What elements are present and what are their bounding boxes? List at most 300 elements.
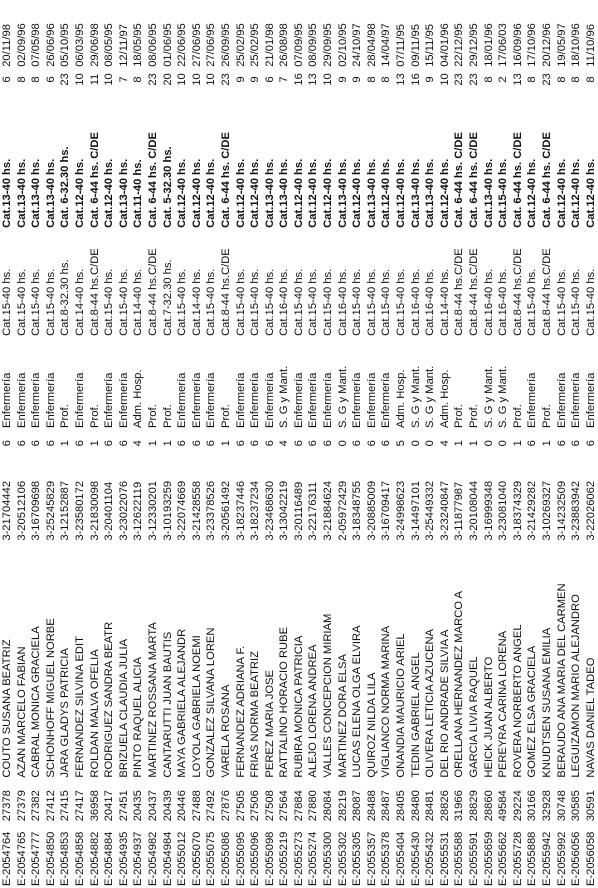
table-row [73,0,88,888]
col-sector: Prof. [88,404,101,428]
col-file: 27412 [44,790,57,822]
col-code: E-20 [351,862,364,886]
col-date: 04/01/96 [438,23,451,67]
col-sector: Enfermería [292,372,305,428]
col-code: E-20 [103,862,116,886]
table-row [190,0,205,888]
col-number: 55888 [526,831,539,863]
col-years: 8 [570,76,583,83]
col-category-old: Cat.15-40 hs. [44,268,57,336]
col-date: 27/06/95 [205,23,218,67]
col-date: 08/06/95 [146,23,159,67]
col-code: E-20 [555,862,568,886]
col-category-old: Cat.15-40 hs. [584,268,597,336]
col-file: 28860 [482,790,495,822]
col-years: 2 [497,76,510,83]
col-file: 20439 [161,790,174,822]
col-code: E-20 [30,862,43,886]
col-category-new: Cat.12-40 hs. [249,158,262,228]
col-name: OLIVERA LETICIA AZUCENA [424,629,437,778]
table-row [306,0,321,888]
col-number: 55302 [336,831,349,863]
col-category-old: Cat.15-40 hs. [570,268,583,336]
col-date: 02/10/95 [336,23,349,67]
col-date: 14/04/97 [380,23,393,67]
col-code: E-20 [322,862,335,886]
col-date: 21/01/98 [263,23,276,67]
col-file: 28219 [336,790,349,822]
col-file: 27492 [205,790,218,822]
col-id: 3-23378526 [205,480,218,541]
col-sector: Enfermería [526,372,539,428]
col-code: E-20 [540,862,553,886]
col-category-old: Cat.8-44 hs.C/DE [468,248,480,336]
col-name: ONANDIA MAURICIO ARIEL [395,633,408,778]
col-sector: Prof. [511,404,524,428]
col-id: 3-13042219 [278,480,291,541]
col-number: 54982 [146,831,159,863]
col-name: RODRIGUEZ SANDRA BEATR [103,621,116,778]
col-date: 01/06/95 [161,23,174,67]
col-code: E-20 [249,862,262,886]
col-group: 6 [351,440,364,447]
col-code: E-20 [263,862,276,886]
table-row [569,0,584,888]
col-file: 27506 [249,790,262,822]
col-name: FRIAS NORMA BEATRIZ [249,650,262,778]
col-category-new: Cat.13-40 hs. [44,158,57,228]
col-years: 10 [73,73,86,86]
col-group: 6 [190,440,203,447]
col-code: E-20 [219,862,232,886]
col-sector: Enfermería [570,372,583,428]
col-sector: S. G y Mant. [278,365,291,428]
col-date: 26/09/95 [219,23,232,67]
col-sector: Enfermería [190,372,203,428]
col-file: 31966 [453,790,466,822]
col-group: 6 [322,440,335,447]
col-id: 3-18237446 [234,480,247,541]
col-date: 07/09/95 [292,23,305,67]
col-code: E-20 [44,862,57,886]
col-years: 23 [219,73,232,86]
col-category-old: Cat.8-44 hs.C/DE [453,248,466,336]
col-group: 1 [88,440,101,447]
col-sector: Enfermería [584,372,597,428]
col-category-new: Cat.12-40 hs. [570,158,583,228]
col-code: E-20 [15,862,28,886]
col-years: 9 [336,76,349,83]
col-file: 30748 [555,790,568,822]
col-category-new: Cat.12-40 hs. [395,158,408,228]
col-years: 8 [30,76,43,83]
col-category-old: Cat.16-40 hs. [497,268,510,336]
col-file: 27488 [190,790,203,822]
col-years: 10 [103,73,116,86]
col-date: 15/11/95 [424,24,437,67]
col-code: E-20 [497,862,510,886]
col-category-new: Cat.12-40 hs. [380,158,393,228]
col-sector: Enfermería [322,372,335,428]
col-file: 27378 [1,790,13,822]
col-category-old: Cat.14-40 hs. [438,268,451,336]
col-number: 55274 [307,831,320,863]
col-group: 1 [59,440,72,447]
col-number: 55357 [365,831,378,863]
col-date: 22/06/95 [176,23,189,67]
col-number: 56058 [584,831,597,863]
col-date: 18/10/96 [570,23,583,67]
col-sector: Prof. [161,404,174,428]
col-category-new: Cat.13-40 hs. [1,158,13,228]
col-years: 23 [453,73,466,86]
col-file: 27880 [307,790,320,822]
col-sector: Prof. [540,404,553,428]
col-file: 49584 [497,790,510,822]
col-group: 6 [73,440,86,447]
table-row [146,0,161,888]
col-code: E-20 [176,862,189,886]
col-years: 8 [132,76,145,83]
col-category-new: Cat.12-40 hs. [351,158,364,228]
col-number: 55432 [424,831,437,863]
col-sector: S. G y Mant. [424,365,437,428]
col-category-old: Cat.15-40 hs. [103,268,116,336]
col-name: MARTINEZ DORA ELSA [336,654,349,778]
col-code: E-20 [511,862,524,886]
table-row [0,0,15,888]
col-name: ALEJO LORENA ANDREA [307,644,320,778]
col-name: BERAUDO ANA MARIA DEL CARMEN [555,583,568,778]
col-name: HEICK JUAN ALBERTO [482,656,495,778]
col-category-new: Cat. 6-44 hs. C/DE [540,132,553,228]
table-row [321,0,336,888]
col-file: 36958 [88,790,101,822]
col-number: 55591 [468,831,480,863]
col-code: E-20 [88,862,101,886]
col-code: E-20 [570,862,583,886]
col-name: JARA GLADYS PATRICIA [59,648,72,778]
table-row [88,0,103,888]
col-category-new: Cat. 6-44 hs. C/DE [511,132,524,228]
col-years: 8 [365,76,378,83]
col-category-old: Cat.8-32.30 hs. [59,259,72,336]
col-category-new: Cat.13-40 hs. [30,158,43,228]
col-years: 6 [44,76,57,83]
col-group: 6 [103,440,116,447]
col-number: 55075 [205,831,218,863]
col-id: 3-16999348 [482,480,495,541]
col-number: 55098 [263,831,276,863]
col-category-new: Cat.13-40 hs. [278,158,291,228]
col-date: 24/10/97 [351,23,364,67]
col-category-new: Cat.13-40 hs. [117,158,130,228]
col-code: E-20 [59,862,72,886]
col-date: 11/10/96 [584,24,597,67]
col-number: 54853 [59,831,72,863]
table-row [555,0,570,888]
col-number: 54858 [73,831,86,863]
col-number: 55531 [438,831,451,863]
col-number: 55662 [497,831,510,863]
col-number: 55300 [322,831,335,863]
col-date: 20/12/96 [540,23,553,67]
col-id: 3-18374329 [511,480,524,541]
col-group: 1 [540,440,553,447]
col-name: LEGUIZAMON MARIO ALEJANDRO [570,594,583,778]
table-row [44,0,59,888]
col-sector: Enfermería [30,372,43,428]
col-category-new: Cat.13-40 hs. [482,158,495,228]
col-group: 5 [395,440,408,447]
col-name: FERNANDEZ ADRIANA F. [234,645,247,778]
col-name: ORELLANA HERNANDEZ MARCO A [453,591,466,778]
col-category-old: Cat.8-44 hs.C/DE [511,248,524,336]
table-row [175,0,190,888]
col-sector: Enfermería [234,372,247,428]
col-date: 08/05/95 [103,23,116,67]
col-name: GOMEZ ELSA GRACIELA [526,645,539,778]
col-category-new: Cat.12-40 hs. [190,158,203,228]
col-id: 3-12330201 [146,480,159,541]
col-file: 29224 [511,790,524,822]
col-file: 27505 [234,790,247,822]
col-code: E-20 [205,862,218,886]
col-group: 6 [380,440,393,447]
col-years: 23 [59,73,72,86]
table-row [365,0,380,888]
col-number: 55430 [409,831,422,863]
col-code: E-20 [438,862,451,886]
col-code: E-20 [1,862,13,886]
col-code: E-20 [395,862,408,886]
col-code: E-20 [424,862,437,886]
col-code: E-20 [234,862,247,886]
col-file: 27379 [15,790,28,822]
col-id: 2-05972429 [336,480,349,541]
col-years: 10 [322,73,335,86]
col-years: 8 [15,76,28,83]
col-number: 55095 [234,831,247,863]
col-date: 29/06/98 [88,23,101,67]
col-name: LUCAS ELENA OLGA ELVIRA [351,625,364,778]
col-sector: Enfermería [365,372,378,428]
col-id: 3-20108044 [468,480,480,541]
col-sector: Enfermería [249,372,262,428]
col-category-new: Cat.13-40 hs. [15,158,28,228]
col-number: 54884 [103,831,116,863]
table-row [511,0,526,888]
col-file: 28487 [380,790,393,822]
col-number: 54937 [132,831,145,863]
col-file: 28480 [409,790,422,822]
col-category-new: Cat.12-40 hs. [438,158,451,228]
col-id: 3-14232509 [555,480,568,541]
col-date: 05/10/95 [59,23,72,67]
col-category-old: Cat.8-44 hs.C/DE [146,248,159,336]
col-years: 23 [146,73,159,86]
col-date: 08/09/95 [307,23,320,67]
col-code: E-20 [190,862,203,886]
col-sector: Enfermería [380,372,393,428]
table-row [161,0,176,888]
col-group: 6 [176,440,189,447]
col-category-new: Cat.12-40 hs. [307,158,320,228]
col-category-new: Cat.12-40 hs. [73,158,86,228]
col-category-new: Cat.12-40 hs. [103,158,116,228]
col-code: E-20 [117,862,130,886]
col-id: 3-23468630 [263,480,276,541]
col-years: 20 [161,73,174,86]
col-name: VALLES CONCEPCION MIRIAM [322,613,335,778]
col-category-new: Cat. 5-32.30 hs. [161,146,174,228]
col-category-old: Cat.15-40 hs. [365,268,378,336]
col-group: 6 [292,440,305,447]
col-file: 28826 [438,790,451,822]
col-number: 55404 [395,831,408,863]
col-category-new: Cat.13-40 hs. [424,158,437,228]
col-name: PINTO RAQUEL ALICIA [132,656,145,778]
col-sector: Prof. [146,404,159,428]
col-category-new: Cat.13-40 hs. [365,158,378,228]
col-category-new: Cat. 6-44 hs. C/DE [146,132,159,228]
col-category-old: Cat.15-40 hs. [205,268,218,336]
col-file: 28488 [365,790,378,822]
col-category-new: Cat.12-40 hs. [205,158,218,228]
col-id: 3-23580172 [73,480,86,541]
col-date: 26/06/96 [44,23,57,67]
col-code: E-20 [453,862,466,886]
col-group: 1 [511,440,524,447]
col-number: 55086 [219,831,232,863]
col-file: 20446 [176,790,189,822]
col-group: 1 [146,440,159,447]
col-name: COUTO SUSANA BEATRIZ [1,639,13,778]
col-name: QUIROZ NILDA LILA [365,672,378,778]
col-file: 30591 [584,790,597,822]
table-row [234,0,249,888]
col-category-new: Cat.12-40 hs. [584,158,597,228]
col-date: 28/04/98 [365,23,378,67]
table-row [496,0,511,888]
col-sector: Enfermería [307,372,320,428]
col-name: TEDIN GABRIEL ANGEL [409,652,422,778]
col-sector: S. G y Mant. [336,365,349,428]
table-row [584,0,598,888]
col-date: 07/11/95 [395,24,408,67]
col-file: 20417 [103,790,116,822]
col-category-old: Cat.8-44 hs.C/DE [540,248,553,336]
table-row [423,0,438,888]
col-group: 6 [30,440,43,447]
col-number: 54764 [1,831,13,863]
col-code: E-20 [132,862,145,886]
col-category-old: Cat.16-40 hs. [336,268,349,336]
col-group: 6 [526,440,539,447]
col-group: 6 [44,440,57,447]
col-category-new: Cat. 6-44 hs. C/DE [219,132,232,228]
col-date: 22/12/95 [453,23,466,67]
col-category-old: Cat.16-40 hs. [424,268,437,336]
col-name: PEREYRA CARINA LORENA [497,630,510,778]
col-years: 13 [395,73,408,86]
col-id: 3-24998623 [395,480,408,541]
table-row [394,0,409,888]
col-years: 10 [190,73,203,86]
col-number: 54984 [161,831,174,863]
col-category-old: Cat.8-44 hs.C/DE [219,248,232,336]
col-id: 3-21884624 [322,480,335,541]
col-group: 6 [365,440,378,447]
table-row [467,0,482,888]
col-name: MARTINEZ ROSSANA MARTA [146,622,159,778]
col-file: 28405 [395,790,408,822]
col-file: 27417 [73,790,86,822]
col-name: GONZALEZ SILVANA LOREN [205,627,218,778]
col-category-old: Cat.15-40 hs. [526,268,539,336]
col-category-old: Cat.15-40 hs. [176,268,189,336]
col-years: 23 [468,73,480,86]
col-group: 4 [278,440,291,447]
col-category-new: Cat. 6-44 hs. C/DE [88,132,101,228]
col-code: E-20 [468,862,480,886]
col-years: 10 [438,73,451,86]
col-number: 55305 [351,831,364,863]
col-category-old: Cat.16-40 hs. [278,268,291,336]
col-sector: Enfermería [15,372,28,428]
col-group: 6 [307,440,320,447]
col-id: 3-20512106 [15,480,28,541]
col-sector: S. G y Mant. [497,365,510,428]
col-name: DEL RIO ANDRADE SILVIA A [438,629,451,778]
col-category-old: Cat.15-40 hs. [15,268,28,336]
col-category-new: Cat. 6-44 hs. C/DE [468,132,480,228]
col-group: 6 [570,440,583,447]
col-group: 0 [409,440,422,447]
col-years: 11 [88,73,101,86]
col-id: 3-23883942 [570,480,583,541]
col-id: 3-14497101 [409,480,422,541]
col-category-new: Cat.15-40 hs. [497,158,510,228]
col-group: 1 [219,440,232,447]
col-sector: S. G y Mant. [482,365,495,428]
table-row [292,0,307,888]
col-code: E-20 [526,862,539,886]
col-name: RUBIRA MONICA PATRICIA [292,635,305,778]
col-years: 16 [292,73,305,86]
col-file: 27564 [278,790,291,822]
col-date: 02/09/96 [15,23,28,67]
col-number: 55012 [176,831,189,863]
col-name: VIGLIANCO NORMA MARINA [380,625,393,778]
col-id: 3-20401104 [103,481,116,541]
col-file: 20435 [132,790,145,822]
table-row [15,0,30,888]
col-group: 0 [336,440,349,447]
col-category-old: Cat.15-40 hs. [351,268,364,336]
col-sector: Enfermería [351,372,364,428]
col-id: 3-21704442 [1,480,13,541]
col-code: E-20 [380,862,393,886]
table-row [248,0,263,888]
col-name: KNUDTSEN SUSANA EMILIA [540,627,553,778]
table-row [219,0,234,888]
col-date: 12/11/97 [117,24,130,67]
col-sector: Adm. Hosp. [395,369,408,428]
col-number: 55219 [278,831,291,863]
col-years: 8 [380,76,393,83]
col-category-old: Cat.14-40 hs. [190,268,203,336]
